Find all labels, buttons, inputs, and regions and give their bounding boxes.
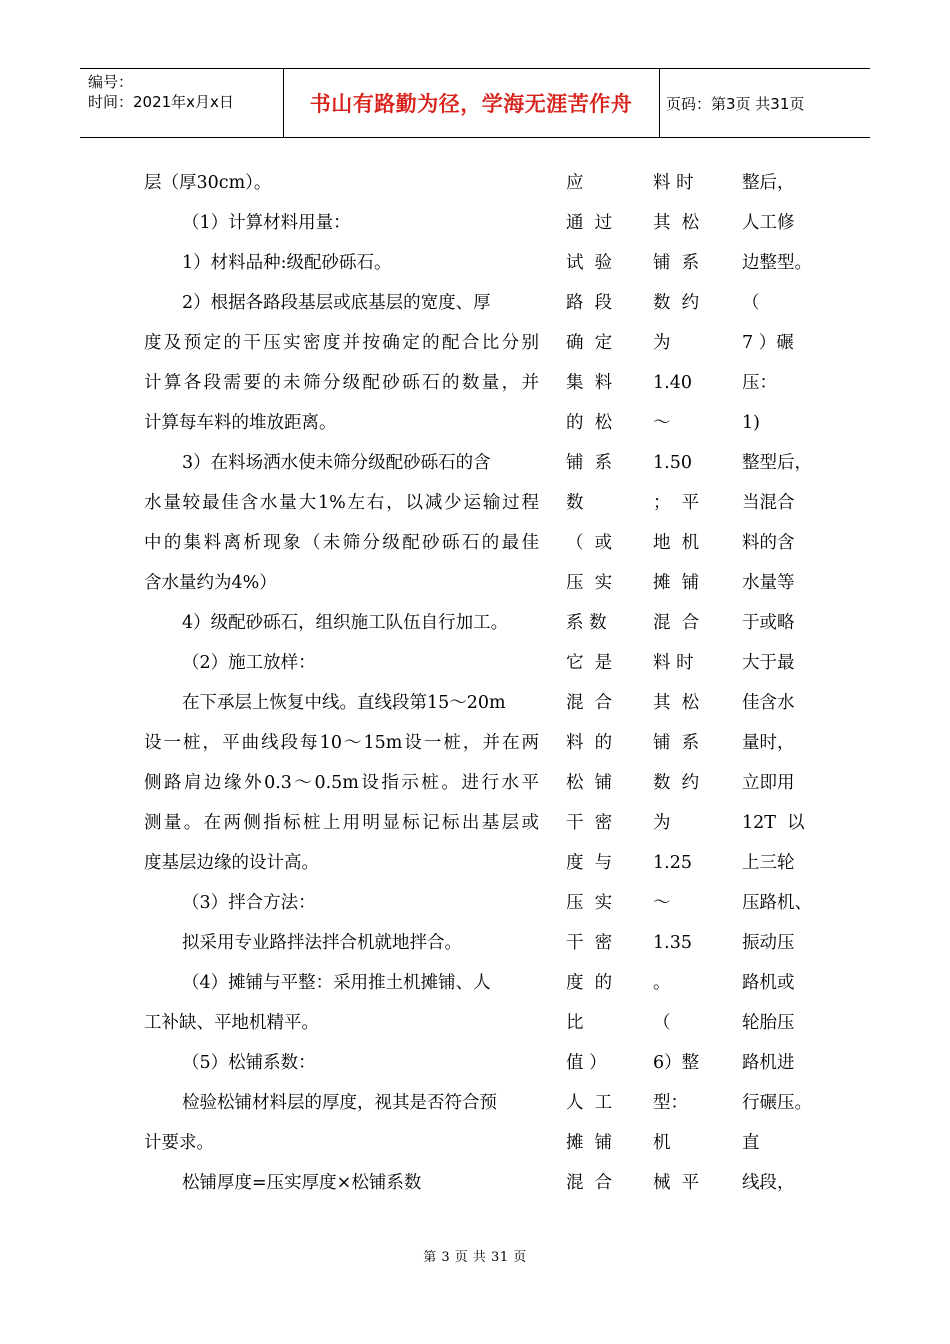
body-line: 侧路肩边缘外0.3～0.5m设指示桩。进行水平: [144, 773, 539, 793]
body-line: 拟采用专业路拌法拌合机就地拌合。: [182, 933, 462, 953]
body-line: （3）拌合方法：: [182, 893, 316, 913]
body-line: （5）松铺系数：: [182, 1053, 316, 1073]
col2-cell: 1.35: [653, 933, 692, 953]
col3-cell: 行碾压。: [742, 1093, 812, 1113]
body-line: 4）级配砂砾石，组织施工队伍自行加工。: [182, 613, 509, 633]
col3-cell: 压路机、: [742, 893, 812, 913]
col1-cell: 摊 铺: [566, 1133, 613, 1153]
body-line: 检验松铺材料层的厚度，视其是否符合预: [182, 1093, 497, 1113]
col1-cell: 铺 系: [566, 453, 613, 473]
col3-cell: 佳含水: [742, 693, 795, 713]
header-divider: [659, 69, 660, 137]
col3-cell: 轮胎压: [742, 1013, 795, 1033]
col2-cell: 为: [653, 813, 671, 833]
col3-cell: 于或略: [742, 613, 795, 633]
col2-cell: 其 松: [653, 693, 700, 713]
body-line: 在下承层上恢复中线。直线段第15～20m: [182, 693, 506, 713]
col3-cell: 7 ）碾: [742, 333, 794, 353]
col2-cell: 1.25: [653, 853, 692, 873]
body-line: 含水量约为4%）: [144, 573, 277, 593]
col2-cell: 6）整: [653, 1053, 700, 1073]
col2-cell: 型：: [653, 1093, 688, 1113]
header-motto: 书山有路勤为径，学海无涯苦作舟: [309, 92, 633, 116]
body-line: 设一桩，平曲线段每10～15m设一桩，并在两: [144, 733, 539, 753]
header-meta: [88, 72, 283, 112]
col3-cell: 料的含: [742, 533, 795, 553]
body-line: 度基层边缘的设计高。: [144, 853, 319, 873]
col3-cell: 边整型。: [742, 253, 812, 273]
col1-cell: 混 合: [566, 1173, 613, 1193]
number-label: 编号：: [88, 73, 134, 91]
col3-cell: 立即用: [742, 773, 795, 793]
col3-cell: 线段，: [742, 1173, 795, 1193]
col1-cell: 干 密: [566, 933, 613, 953]
date-label: 时间：2021年x月x日: [88, 93, 234, 111]
col3-cell: 12T 以: [742, 813, 805, 833]
col1-cell: 试 验: [566, 253, 613, 273]
col2-cell: （: [653, 1013, 671, 1033]
col1-cell: 料 的: [566, 733, 613, 753]
col3-cell: 振动压: [742, 933, 795, 953]
body-line: 3）在料场洒水使未筛分级配砂砾石的含: [182, 453, 491, 473]
col2-cell: 机: [653, 1133, 671, 1153]
col1-cell: 度 的: [566, 973, 613, 993]
col1-cell: 松 铺: [566, 773, 613, 793]
col2-cell: 铺 系: [653, 253, 700, 273]
col3-cell: 压：: [742, 373, 777, 393]
col1-cell: 压 实: [566, 573, 613, 593]
col2-cell: ～: [653, 413, 671, 433]
col1-cell: 干 密: [566, 813, 613, 833]
col3-cell: 大于最: [742, 653, 795, 673]
body-line: （1）计算材料用量：: [182, 213, 351, 233]
page-number-label: 页码：第3页 共31页: [666, 94, 805, 113]
col2-cell: 为: [653, 333, 671, 353]
col3-cell: 路机或: [742, 973, 795, 993]
col1-cell: 人 工: [566, 1093, 613, 1113]
col2-cell: 1.50: [653, 453, 692, 473]
col2-cell: 铺 系: [653, 733, 700, 753]
col3-cell: 整型后，: [742, 453, 812, 473]
body-line: 1）材料品种:级配砂砾石。: [182, 253, 392, 273]
body-line: 2）根据各路段基层或底基层的宽度、厚: [182, 293, 491, 313]
col3-cell: 1): [742, 413, 760, 433]
col2-cell: 其 松: [653, 213, 700, 233]
col2-cell: 数 约: [653, 773, 700, 793]
col1-cell: 混 合: [566, 693, 613, 713]
body-line: 度及预定的干压实密度并按确定的配合比分别: [144, 333, 539, 353]
body-line: 水量较最佳含水量大1%左右，以减少运输过程: [144, 493, 539, 513]
col1-cell: 值 ）: [566, 1053, 607, 1073]
col1-cell: 度 与: [566, 853, 613, 873]
col1-cell: 系 数: [566, 613, 607, 633]
body-line: 计要求。: [144, 1133, 214, 1153]
page-footer: 第 3 页 共 31 页: [423, 1250, 527, 1265]
body-line: 中的集料离析现象（未筛分级配砂砾石的最佳: [144, 533, 539, 553]
col2-cell: 1.40: [653, 373, 692, 393]
col3-cell: 直: [742, 1133, 760, 1153]
col2-cell: 料 时: [653, 653, 694, 673]
col3-cell: （: [742, 293, 760, 313]
body-line: 松铺厚度=压实厚度×松铺系数: [182, 1173, 422, 1193]
body-line: 测量。在两侧指标桩上用明显标记标出基层或: [144, 813, 539, 833]
body-line: （4）摊铺与平整：采用推土机摊铺、人: [182, 973, 491, 993]
col1-cell: （ 或: [566, 533, 613, 553]
col3-cell: 量时，: [742, 733, 795, 753]
col1-cell: 比: [566, 1013, 584, 1033]
page-header: [80, 68, 870, 138]
col3-cell: 当混合: [742, 493, 795, 513]
col2-cell: 摊 铺: [653, 573, 700, 593]
col2-cell: ～: [653, 893, 671, 913]
body-line: 工补缺、平地机精平。: [144, 1013, 319, 1033]
col2-cell: ； 平: [653, 493, 700, 513]
col3-cell: 整后，: [742, 173, 795, 193]
col1-cell: 它 是: [566, 653, 613, 673]
col1-cell: 的 松: [566, 413, 613, 433]
col3-cell: 路机进: [742, 1053, 795, 1073]
body-line: 计算每车料的堆放距离。: [144, 413, 337, 433]
col1-cell: 通 过: [566, 213, 613, 233]
col1-cell: 应: [566, 173, 584, 193]
col1-cell: 确 定: [566, 333, 613, 353]
col3-cell: 上三轮: [742, 853, 795, 873]
col1-cell: 集 料: [566, 373, 613, 393]
col2-cell: 数 约: [653, 293, 700, 313]
col3-cell: 人工修: [742, 213, 795, 233]
col2-cell: 。: [653, 973, 671, 993]
col1-cell: 压 实: [566, 893, 613, 913]
col2-cell: 混 合: [653, 613, 700, 633]
body-line: （2）施工放样：: [182, 653, 316, 673]
col2-cell: 地 机: [653, 533, 700, 553]
col2-cell: 料 时: [653, 173, 694, 193]
col2-cell: 械 平: [653, 1173, 700, 1193]
col1-cell: 数: [566, 493, 584, 513]
body-line: 计算各段需要的未筛分级配砂砾石的数量，并: [144, 373, 539, 393]
col3-cell: 水量等: [742, 573, 795, 593]
body-line: 层（厚30cm）。: [144, 173, 272, 193]
col1-cell: 路 段: [566, 293, 613, 313]
